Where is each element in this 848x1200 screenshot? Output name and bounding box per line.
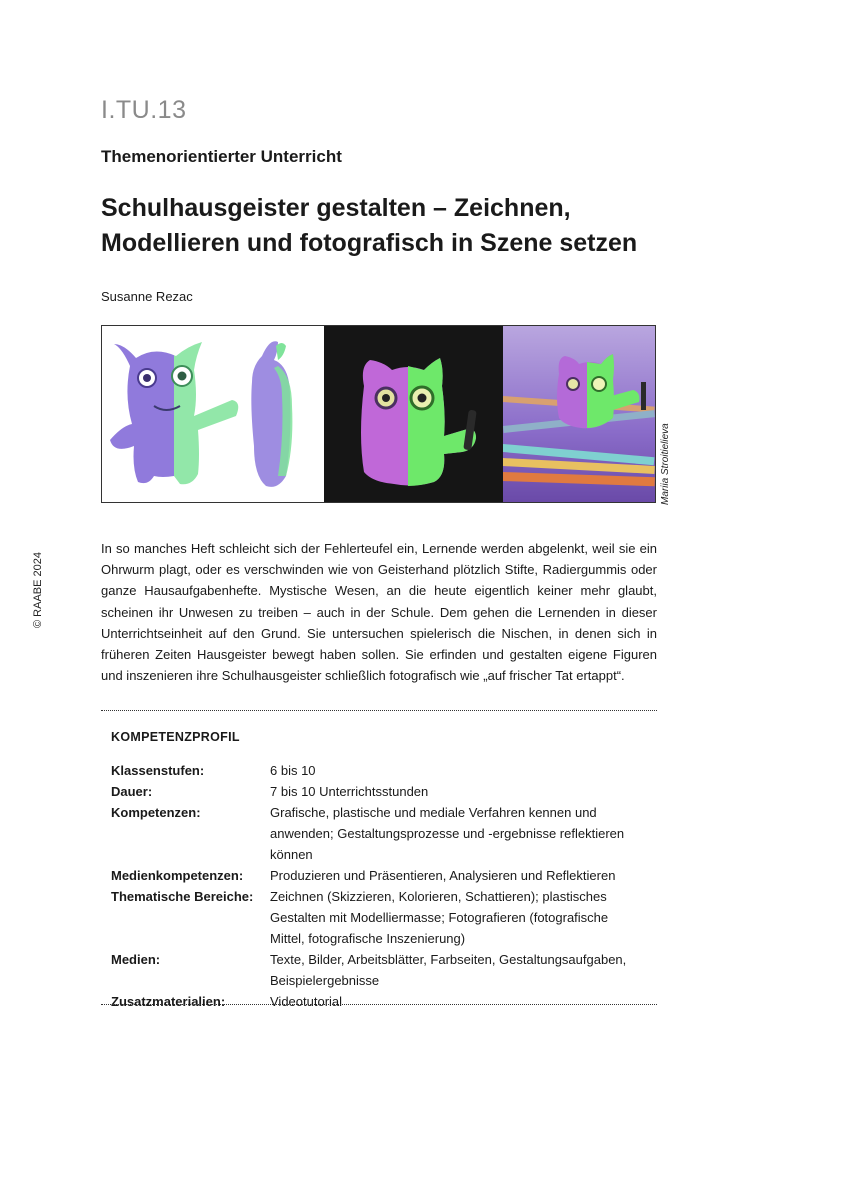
profile-row <box>111 781 651 802</box>
author: Susanne Rezac <box>101 289 193 304</box>
profile-value: 7 bis 10 Unterrichtsstunden <box>270 784 429 799</box>
competence-profile <box>111 760 651 1012</box>
profile-row <box>111 865 651 886</box>
profile-label: Medien: <box>111 952 161 967</box>
ghost-drawing-illustration <box>102 326 324 502</box>
profile-value: Zeichnen (Skizzieren, Kolorieren, Schattieren); plastisches Gestalten mit Modelliermasse; Fotografieren (fotografische Mittel, fotografische Inszenierung) <box>270 889 609 946</box>
document-code: I.TU.13 <box>101 96 187 124</box>
profile-row <box>111 802 651 865</box>
clay-figure-photo <box>324 326 503 502</box>
profile-label: Klassenstufen: <box>111 763 205 778</box>
page-title <box>101 191 701 261</box>
drawing-photo <box>102 326 324 502</box>
staged-scene-photo <box>503 326 655 502</box>
profile-row <box>111 886 651 949</box>
profile-row <box>111 991 651 1012</box>
staged-scene-illustration <box>503 326 655 502</box>
title-line-1: Schulhausgeister gestalten – Zeichnen, <box>101 194 571 222</box>
divider-top <box>101 710 657 711</box>
profile-label: Zusatzmaterialien: <box>111 994 226 1009</box>
profile-row <box>111 949 651 991</box>
profile-heading: KOMPETENZPROFIL <box>111 730 240 744</box>
profile-value: Produzieren und Präsentieren, Analysieren und Reflektieren <box>270 868 616 883</box>
profile-label: Kompetenzen: <box>111 805 201 820</box>
profile-row <box>111 760 651 781</box>
profile-value: Texte, Bilder, Arbeitsblätter, Farbseiten, Gestaltungsaufgaben, Beispielergebnisse <box>270 952 627 988</box>
clay-ghost-illustration <box>324 326 503 502</box>
image-credit: Mariia Stroitielieva <box>660 423 671 505</box>
profile-label: Dauer: <box>111 784 153 799</box>
profile-value: Videotutorial <box>270 994 343 1009</box>
series-title: Themenorientierter Unterricht <box>101 147 342 166</box>
copyright-notice: © RAABE 2024 <box>32 552 44 628</box>
intro-paragraph: In so manches Heft schleicht sich der Fehlerteufel ein, Lernende werden abgelenkt, weil sie ein Ohrwurm plagt, oder es verschwinden wie von Geisterhand plötzlich Stifte, Radiergummis oder ganze Hausaufgabenhefte. Mystische Wesen, an die heute eigentlich keiner mehr glaubt, scheinen ihr Unwesen zu treiben – auch in der Schule. Dem gehen die Lernenden in dieser Unterrichtseinheit auf den Grund. Sie untersuchen spielerisch die Nischen, in denen sich in früheren Zeiten Hausgeister bewegt haben sollen. Sie erfinden und gestalten eigene Figuren und inszenieren ihre Schulhausgeister schließlich fotografisch wie „auf frischer Tat ertappt“. <box>101 541 657 684</box>
profile-value: Grafische, plastische und mediale Verfahren kennen und anwenden; Gestaltungsprozesse und -ergebnisse reflektieren können <box>270 805 625 862</box>
profile-value: 6 bis 10 <box>270 763 316 778</box>
image-strip <box>101 325 656 503</box>
title-line-2: Modellieren und fotografisch in Szene setzen <box>101 229 638 257</box>
divider-bottom <box>101 1004 657 1005</box>
profile-label: Thematische Bereiche: <box>111 889 254 904</box>
profile-label: Medienkompetenzen: <box>111 868 244 883</box>
